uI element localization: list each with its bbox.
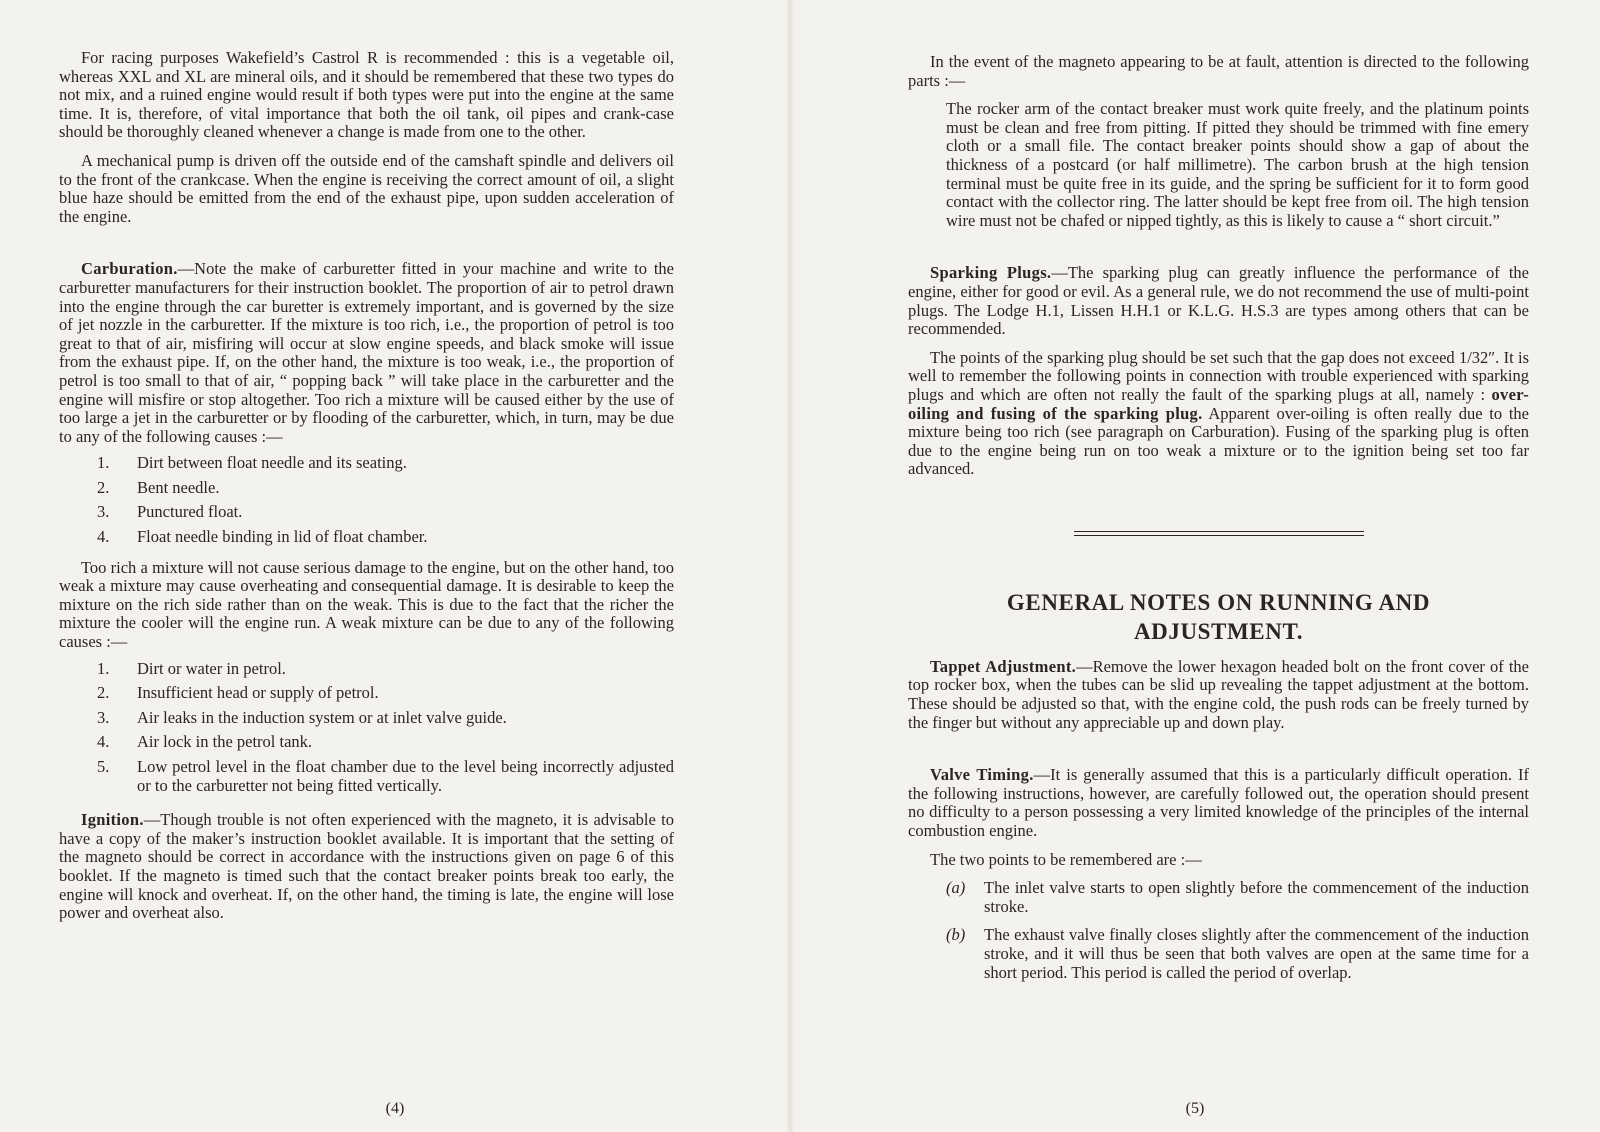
valve-timing-paragraph xyxy=(908,766,1529,840)
list-item xyxy=(908,879,1529,916)
item-text: Air leaks in the induction system or at inlet valve guide. xyxy=(137,707,507,727)
contact-breaker-paragraph: The rocker arm of the contact breaker must work quite freely, and the platinum points must be clean and free from pitting. If pitted they should be trimmed with fine emery cloth or a small file. The contact breaker points should show a gap of about the thickness of a postcard (or half millimetre). The carbon brush at the high tension terminal must be quite free in its guide, and the spring be sufficient for it to form good contact with the collector ring. The latter should be kept free from oil. The high tension wire must not be chafed or nipped tightly, as this is likely to cause a “ short circuit.” xyxy=(946,99,1529,230)
item-number: 1. xyxy=(97,453,110,473)
over-oiling-emphasis: over-oiling and fusing of the sparking plug. xyxy=(908,384,1530,423)
valve-points-list xyxy=(908,879,1529,982)
valve-timing-heading: Valve Timing. xyxy=(930,765,1034,785)
list-item xyxy=(59,454,674,473)
list-item xyxy=(59,503,674,522)
valve-timing-text: —It is generally assumed that this is a particularly difficult operation. If the following instructions, however, are carefully followed out, the operation should present no difficulty to a person possessing a very limited knowledge of the principles of the internal combustion engine. xyxy=(908,765,1529,841)
item-text: Air lock in the petrol tank. xyxy=(137,732,313,752)
weak-mixture-paragraph: Too rich a mixture will not cause serious damage to the engine, but on the other hand, too weak a mixture may cause overheating and consequential damage. It is desirable to keep the mixture on the rich side rather than on the weak. This is due to the fact that the richer the mixture the cooler will the engine run. A weak mixture can be due to any of the following causes :— xyxy=(59,557,674,652)
ignition-heading: Ignition. xyxy=(81,810,144,830)
item-text: Dirt or water in petrol. xyxy=(137,658,286,678)
item-number: 3. xyxy=(97,502,110,522)
weak-mixture-causes-list xyxy=(59,660,674,796)
section-title-line-2: ADJUSTMENT. xyxy=(1133,618,1304,644)
item-text: Dirt between float needle and its seating. xyxy=(137,453,407,473)
item-number: 2. xyxy=(97,477,110,497)
plug-points-paragraph xyxy=(908,349,1529,479)
item-number: 1. xyxy=(97,658,110,678)
carburation-heading: Carburation. xyxy=(81,259,178,279)
item-text: Bent needle. xyxy=(137,477,220,497)
sparking-plugs-text: —The sparking plug can greatly influence the performance of the engine, either for good or evil. As a general rule, we do not recommend the use of multi-point plugs. The Lodge H.1, Lissen H.H.1 or K.L.G. H.S.3 are types among others that can be recommended. xyxy=(908,263,1529,339)
two-points-intro: The two points to be remembered are :— xyxy=(930,849,1202,869)
item-number: 4. xyxy=(97,527,110,547)
list-item xyxy=(59,733,674,752)
list-item xyxy=(59,709,674,728)
right-page xyxy=(790,0,1600,1132)
section-divider xyxy=(1074,531,1364,536)
item-text: Insufficient head or supply of petrol. xyxy=(137,683,379,703)
tappet-heading: Tappet Adjustment. xyxy=(930,656,1077,676)
section-title-line-1: GENERAL NOTES ON RUNNING AND xyxy=(1006,589,1431,615)
list-item xyxy=(59,684,674,703)
carburation-paragraph xyxy=(59,260,674,446)
list-item xyxy=(908,926,1529,982)
left-page xyxy=(0,0,790,1132)
section-title xyxy=(908,588,1529,646)
oil-pump-paragraph: A mechanical pump is driven off the outside end of the camshaft spindle and delivers oil to the front of the crankcase. When the engine is receiving the correct amount of oil, a slight blue haze should be emitted from the end of the exhaust pipe, upon sudden acceleration of the engine. xyxy=(59,150,674,226)
list-item xyxy=(59,528,674,547)
list-item xyxy=(59,479,674,498)
castrol-paragraph: For racing purposes Wakefield’s Castrol R is recommended : this is a vegetable oil, whereas XXL and XL are mineral oils, and it should be remembered that these two types do not mix, and a ruined engine would result if both types were put into the engine at the same time. It is, therefore, of vital importance that both the oil tank, oil pipes and crank-case should be thoroughly cleaned whenever a change is made from one to the other. xyxy=(59,48,674,142)
item-number: 4. xyxy=(97,732,110,752)
item-letter: (a) xyxy=(946,878,966,898)
item-number: 5. xyxy=(97,757,110,776)
ignition-paragraph xyxy=(59,811,674,923)
page-number-right: (5) xyxy=(1185,1100,1205,1117)
carburation-text: —Note the make of carburetter fitted in your machine and write to the carburetter manufacturers for their instruction booklet. The proportion of air to petrol drawn into the engine through the car buretter is extremely important, and is governed by the size of jet nozzle in the carburetter. If the mixture is too rich, i.e., the proportion of petrol is too great to that of air, misfiring will occur at slow engine speeds, and black smoke will issue from the exhaust pipe. If, on the other hand, the mixture is too weak, i.e., the proportion of petrol is too small to that of air, “ popping back ” will take place in the carburetter and the engine will misfire or stop altogether. Too rich a mixture will be caused either by the use of too large a jet in the carburetter or by flooding of the carburetter, which, in turn, may be due to any of the following causes :— xyxy=(59,259,674,446)
list-item xyxy=(59,660,674,679)
plug-points-text: The points of the sparking plug should be set such that the gap does not exceed 1/32″. It is well to remember the following points in connection with trouble experienced with sparking plugs and which are often not really the fault of the sparking plugs at all, namely : xyxy=(908,347,1529,404)
item-text: The exhaust valve finally closes slightly after the commencement of the induction stroke, and it will thus be seen that both valves are open at the same time for a short period. This period is called the period of overlap. xyxy=(984,925,1529,982)
list-item xyxy=(59,758,674,795)
magneto-fault-paragraph: In the event of the magneto appearing to be at fault, attention is directed to the following parts :— xyxy=(908,52,1529,90)
item-text: The inlet valve starts to open slightly before the commencement of the induction stroke. xyxy=(984,878,1529,916)
tappet-text: —Remove the lower hexagon headed bolt on the front cover of the top rocker box, when the tubes can be slid up revealing the tappet adjustment at the bottom. These should be adjusted so that, with the engine cold, the push rods can be freely turned by the finger but without any appreciable up and down play. xyxy=(908,656,1529,732)
ignition-text: —Though trouble is not often experienced with the magneto, it is advisable to have a copy of the maker’s instruction booklet available. It is important that the setting of the magneto should be correct in accordance with the instructions given on page 6 of this booklet. If the magneto is timed such that the contact breaker points break too early, the engine will knock and overheat. If, on the other hand, the timing is late, the engine will lose power and overheat also. xyxy=(59,810,674,923)
page-number-left: (4) xyxy=(385,1100,405,1117)
rich-mixture-causes-list xyxy=(59,454,674,546)
item-number: 2. xyxy=(97,683,110,703)
item-number: 3. xyxy=(97,707,110,727)
sparking-plugs-heading: Sparking Plugs. xyxy=(930,263,1052,283)
item-letter: (b) xyxy=(946,925,966,945)
plug-points-text-end: Apparent over-oiling is often really due to the mixture being too rich (see paragraph on Carburation). Fusing of the sparking plug is often due to the engine being run on too weak a mixture or to the ignition being set too far advanced. xyxy=(908,403,1529,479)
tappet-paragraph xyxy=(908,658,1529,732)
item-text: Punctured float. xyxy=(137,502,243,522)
item-text: Low petrol level in the float chamber due to the level being incorrectly adjusted or to the carburetter not being fitted vertically. xyxy=(137,757,674,795)
sparking-plugs-paragraph xyxy=(908,264,1529,338)
item-text: Float needle binding in lid of float chamber. xyxy=(137,527,428,547)
